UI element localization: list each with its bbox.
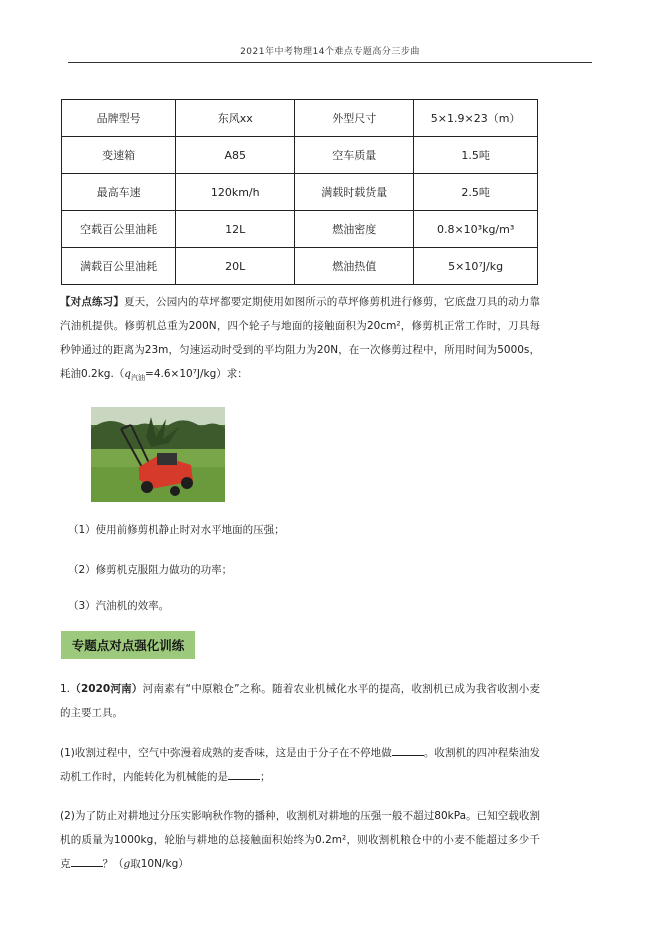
spec-table-cell: 变速箱 [62,137,176,174]
spec-table-cell: 东风xx [176,100,295,137]
question-2: （2）修剪机克服阻力做功的功率； [68,564,233,576]
practice-paragraph [60,290,540,390]
spec-table-cell: 最高车速 [62,174,176,211]
g-symbol: g [123,858,131,870]
part1-text-b: 。收割机的四冲程柴油发动机工作时，内能转化为机械能的是 [60,747,540,783]
q-symbol: q [124,368,132,380]
spec-table-cell: 5×10⁷J/kg [414,248,538,285]
spec-table-cell: 品牌型号 [62,100,176,137]
part2-text-b: ？（ [102,858,124,870]
spec-table-cell: 20L [176,248,295,285]
spec-table-cell: 120km/h [176,174,295,211]
spec-table-row [62,137,538,174]
spec-table-row [62,248,538,285]
spec-table-cell: 空载百公里油耗 [62,211,176,248]
header-divider [68,62,592,63]
problem1-number: 1. [60,683,71,695]
part1-text-c: ； [260,771,271,783]
answer-blank[interactable] [228,769,260,780]
part1-text-a: (1)收割过程中，空气中弥漫着成熟的麦香味，这是由于分子在不停地做 [60,747,392,759]
spec-table-cell: A85 [176,137,295,174]
section-title: 专题点对点强化训练 [61,631,195,659]
answer-blank[interactable] [71,856,103,867]
spec-table-cell: 空车质量 [295,137,414,174]
practice-text-tail: =4.6×10⁷J/kg）求： [145,368,248,380]
problem1-part2 [60,804,540,876]
problem1-part1 [60,741,540,789]
part2-text-a: (2)为了防止对耕地过分压实影响秋作物的播种，收割机对耕地的压强一般不超过80kPa。已知空载收割机的质量为1000kg，轮胎与耕地的总接触面积始终为0.2m²，则收割机粮仓中的小麦不能超过多少千克 [60,810,540,870]
problem1-intro-text: 河南素有“中原粮仓”之称。随着农业机械化水平的提高，收割机已成为我省收割小麦的主要工具。 [60,683,540,719]
problem1-intro [60,677,540,725]
spec-table-cell: 5×1.9×23（m） [414,100,538,137]
spec-table-cell: 1.5吨 [414,137,538,174]
spec-table [61,99,538,285]
answer-blank[interactable] [392,745,424,756]
spec-table-row [62,100,538,137]
spec-table-cell: 满载时载货量 [295,174,414,211]
practice-text: 夏天，公园内的草坪都要定期使用如图所示的草坪修剪机进行修剪，它底盘刀具的动力靠汽油机提供。修剪机总重为200N，四个轮子与地面的接触面积为20cm²，修剪机正常工作时，刀具每秒钟通过的距离为23m，匀速运动时受到的平均阻力为20N，在一次修剪过程中，所用时间为5000s，耗油0.2kg.（ [60,296,541,380]
question-1: （1）使用前修剪机静止时对水平地面的压强； [68,524,285,536]
spec-table-cell: 外型尺寸 [295,100,414,137]
lawn-mower-illustration [91,407,225,502]
spec-table-cell: 0.8×10³kg/m³ [414,211,538,248]
spec-table-cell: 满载百公里油耗 [62,248,176,285]
spec-table-row [62,211,538,248]
problem1-source: （2020河南） [70,683,143,695]
lawn-mower-photo [91,407,225,502]
spec-table-row [62,174,538,211]
question-3: （3）汽油机的效率。 [68,600,170,612]
part2-text-c: 取10N/kg） [130,858,189,870]
spec-table-cell: 燃油热值 [295,248,414,285]
spec-table-cell: 12L [176,211,295,248]
page-header: 2021年中考物理14个难点专题高分三步曲 [240,47,420,57]
q-subscript: 汽油 [131,374,146,383]
spec-table-cell: 2.5吨 [414,174,538,211]
practice-tag: 【对点练习】 [60,296,125,308]
spec-table-cell: 燃油密度 [295,211,414,248]
